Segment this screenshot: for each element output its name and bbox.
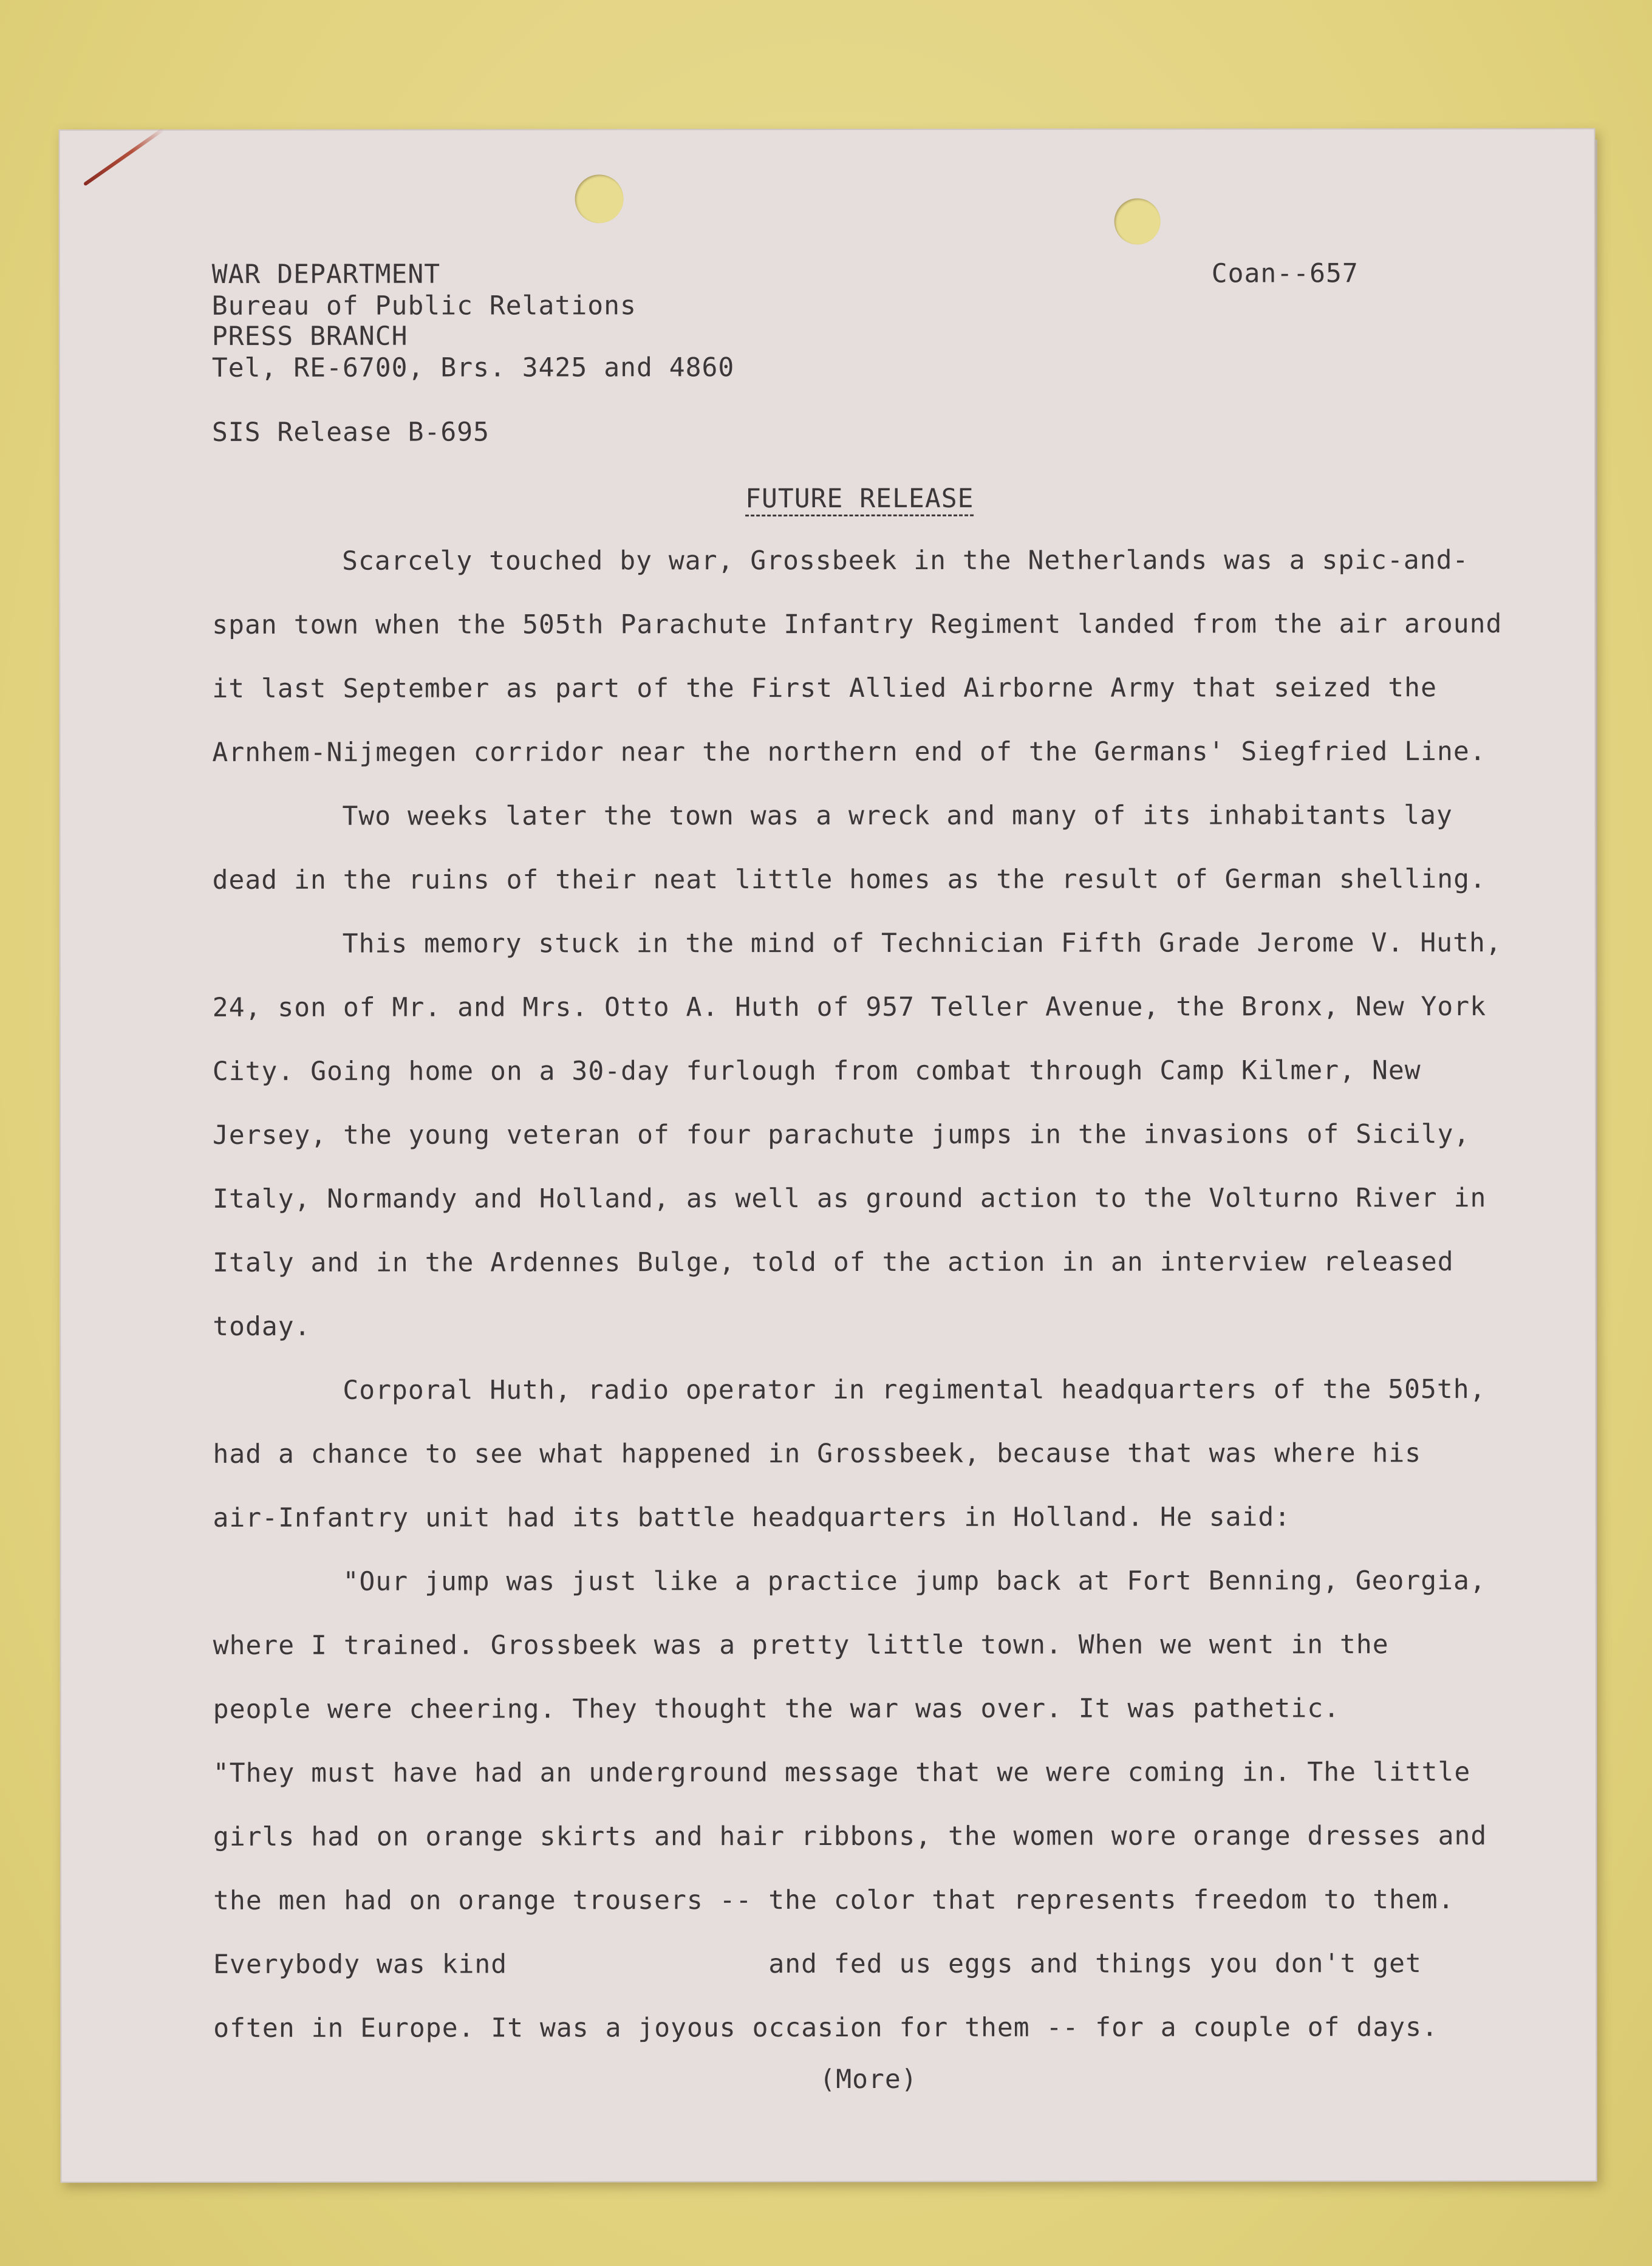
body-line: City. Going home on a 30-day furlough from combat through Camp Kilmer, New [212,1055,1421,1087]
header-press-branch: PRESS BRANCH [211,321,408,352]
body-line: "They must have had an underground message that we were coming in. The little [213,1757,1471,1788]
body-line: people were cheering. They thought the war was over. It was pathetic. [213,1693,1340,1725]
header-war-department: WAR DEPARTMENT [211,259,441,290]
body-line: had a chance to see what happened in Grossbeek, because that was where his [213,1438,1422,1470]
body-line: girls had on orange skirts and hair ribbons, the women wore orange dresses and [213,1821,1487,1852]
document-code: Coan--657 [1211,258,1359,289]
punch-hole-right [1114,199,1161,245]
body-line: Scarcely touched by war, Grossbeek in the Netherlands was a spic-and- [342,545,1469,577]
body-line: air-Infantry unit had its battle headquarters in Holland. He said: [213,1502,1291,1533]
body-line: Everybody was kind and fed us eggs and things you don't get [213,1948,1422,1980]
release-number: SIS Release B-695 [211,417,490,448]
torn-corner-mark [83,128,165,187]
page-title: FUTURE RELEASE [745,483,974,515]
body-line: "Our jump was just like a practice jump back at Fort Benning, Georgia, [343,1566,1486,1597]
body-line: dead in the ruins of their neat little homes as the result of German shelling. [212,864,1486,895]
body-line: Italy, Normandy and Holland, as well as ground action to the Volturno River in [213,1183,1487,1214]
body-line: where I trained. Grossbeek was a pretty little town. When we went in the [213,1629,1389,1661]
body-line: today. [213,1311,311,1342]
body-line: Corporal Huth, radio operator in regimental headquarters of the 505th, [343,1374,1486,1406]
body-line: the men had on orange trousers -- the color that represents freedom to them. [213,1884,1455,1916]
punch-hole-left [575,174,624,223]
body-line: span town when the 505th Parachute Infantry Regiment landed from the air around [212,609,1503,640]
body-line: it last September as part of the First Allied Airborne Army that seized the [212,673,1437,704]
body-line: Italy and in the Ardennes Bulge, told of the action in an interview released [213,1247,1454,1278]
body-line: Two weeks later the town was a wreck and many of its inhabitants lay [342,800,1453,832]
footer-more: (More) [819,2064,918,2095]
header-telephone: Tel, RE-6700, Brs. 3425 and 4860 [211,352,735,383]
body-line: Jersey, the young veteran of four parachute jumps in the invasions of Sicily, [212,1119,1470,1151]
body-line: 24, son of Mr. and Mrs. Otto A. Huth of 957 Teller Avenue, the Bronx, New York [212,991,1487,1023]
body-line: Arnhem-Nijmegen corridor near the northern end of the Germans' Siegfried Line. [212,736,1486,768]
press-release-page [59,128,1597,2183]
body-line: often in Europe. It was a joyous occasion for them -- for a couple of days. [213,2012,1438,2044]
header-bureau: Bureau of Public Relations [211,290,637,321]
body-line: This memory stuck in the mind of Technician Fifth Grade Jerome V. Huth, [342,928,1502,959]
